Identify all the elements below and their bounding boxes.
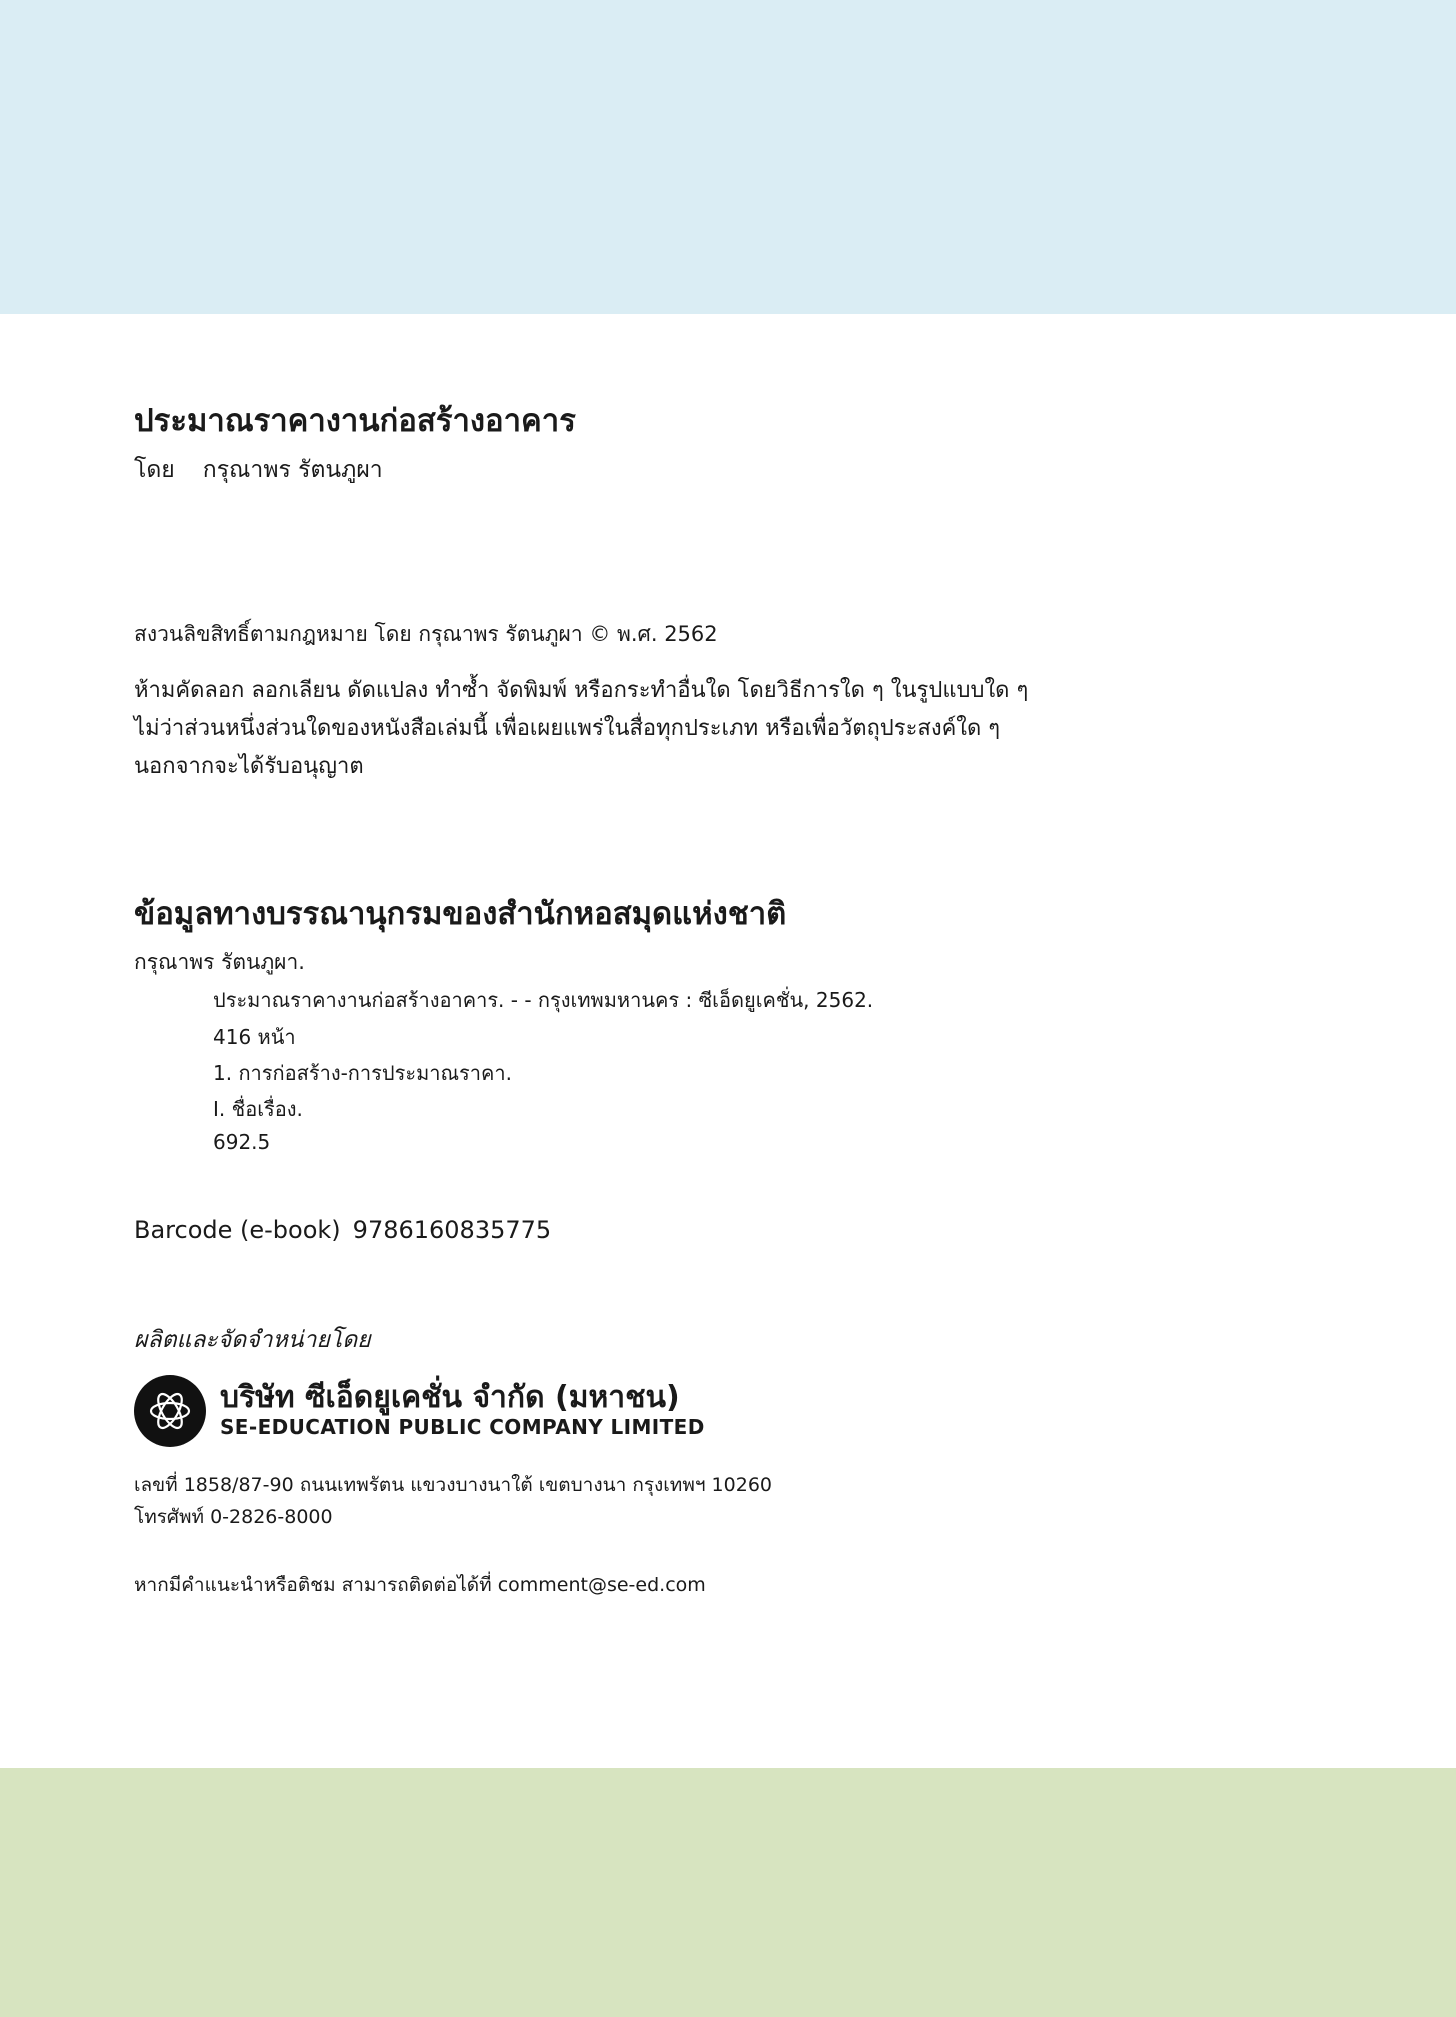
top-color-band [0,0,1456,314]
produced-by-label: ผลิตและจัดจำหน่ายโดย [134,1327,371,1353]
barcode-number: 9786160835775 [352,1216,552,1244]
cip-heading: ข้อมูลทางบรรณานุกรมของสำนักหอสมุดแห่งชาติ [134,896,787,932]
cip-line-classification: 692.5 [213,1130,271,1154]
company-phone: โทรศัพท์ 0-2826-8000 [134,1506,333,1528]
cip-line-title-entry: I. ชื่อเรื่อง. [213,1097,303,1121]
byline [134,452,383,488]
cip-line-title: ประมาณราคางานก่อสร้างอาคาร. - - กรุงเทพมหานคร : ซีเอ็ดยูเคชั่น, 2562. [213,988,874,1012]
author-name: กรุณาพร รัตนภูผา [202,457,383,483]
by-label: โดย [134,457,175,483]
notice-line: นอกจากจะได้รับอนุญาต [134,754,364,779]
barcode-label: Barcode (e-book) [134,1216,341,1244]
company-name-english: SE-EDUCATION PUBLIC COMPANY LIMITED [220,1415,705,1439]
bottom-color-band [0,1768,1456,2017]
copyright-line: สงวนลิขสิทธิ์ตามกฎหมาย โดย กรุณาพร รัตนภูผา © พ.ศ. 2562 [134,622,718,646]
cip-line-subject: 1. การก่อสร้าง-การประมาณราคา. [213,1061,512,1085]
company-address: เลขที่ 1858/87-90 ถนนเทพรัตน แขวงบางนาใต้ เขตบางนา กรุงเทพฯ 10260 [134,1474,772,1496]
copyright-notice [134,672,1028,786]
notice-line: ห้ามคัดลอก ลอกเลียน ดัดแปลง ทำซ้ำ จัดพิมพ์ หรือกระทำอื่นใด โดยวิธีการใด ๆ ในรูปแบบใด ๆ [134,678,1029,703]
barcode [134,1216,551,1244]
company-name-thai: บริษัท ซีเอ็ดยูเคชั่น จำกัด (มหาชน) [220,1380,680,1415]
contact-line: หากมีคำแนะนำหรือติชม สามารถติดต่อได้ที่ comment@se-ed.com [134,1574,706,1596]
notice-line: ไม่ว่าส่วนหนึ่งส่วนใดของหนังสือเล่มนี้ เพื่อเผยแพร่ในสื่อทุกประเภท หรือเพื่อวัตถุประสงค์ใด ๆ [134,716,1001,741]
cip-author: กรุณาพร รัตนภูผา. [134,950,305,974]
cip-line-pages: 416 หน้า [213,1025,296,1049]
atom-logo-icon [134,1375,206,1447]
book-title: ประมาณราคางานก่อสร้างอาคาร [134,403,576,439]
